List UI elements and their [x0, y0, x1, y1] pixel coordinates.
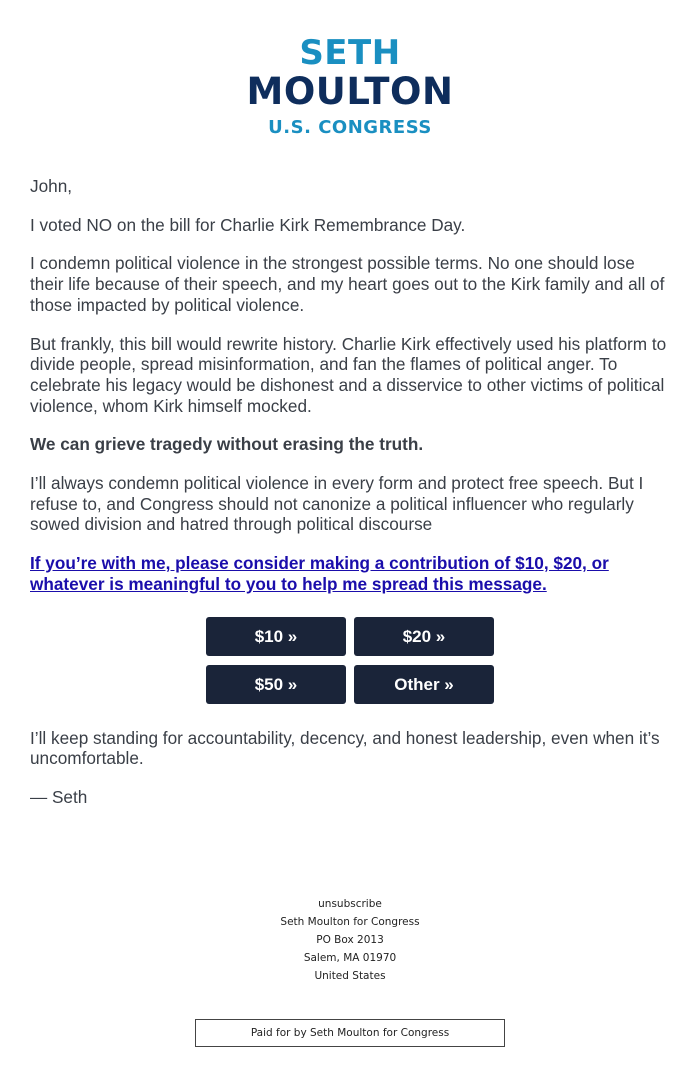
unsubscribe-link[interactable]: unsubscribe: [318, 898, 382, 910]
donate-20-button[interactable]: $20 »: [354, 617, 494, 656]
paragraph-refuse: I’ll always condemn political violence in every form and protect free speech. But I refuse to, and Congress should not canonize a political influencer who regularly sowed division and hatred through political discourse: [30, 473, 644, 535]
footer-country: United States: [314, 970, 386, 982]
logo-first-name: SETH: [299, 33, 401, 73]
footer-po-box: PO Box 2013: [316, 934, 384, 946]
paragraph-grieve: We can grieve tragedy without erasing the truth.: [30, 434, 424, 455]
paragraph-vote: I voted NO on the bill for Charlie Kirk Remembrance Day.: [30, 214, 466, 235]
paragraph-condemn: I condemn political violence in the strongest possible terms. No one should lose their life because of their speech, and my heart goes out to the Kirk family and all of those impacted by political violence.: [30, 253, 665, 315]
paid-for-disclaimer: Paid for by Seth Moulton for Congress: [195, 1019, 505, 1047]
email-footer: [0, 895, 700, 985]
email-body: [30, 176, 670, 826]
logo-last-name: MOULTON: [246, 70, 454, 113]
donate-10-button[interactable]: $10 »: [206, 617, 346, 656]
seth-moulton-logo: [0, 34, 700, 138]
footer-city: Salem, MA 01970: [303, 952, 397, 964]
footer-org: Seth Moulton for Congress: [280, 916, 420, 928]
greeting: John,: [30, 176, 73, 196]
paragraph-history: But frankly, this bill would rewrite history. Charlie Kirk effectively used his platform to divide people, spread misinformation, and fan the flames of political anger. To celebrate his legacy would be dishonest and a disservice to other victims of political violence, whom Kirk himself mocked.: [30, 333, 667, 416]
contribution-link[interactable]: If you’re with me, please consider making a contribution of $10, $20, or whatever is meaningful to you to help me spread this message.: [30, 553, 609, 594]
paragraph-accountability: I’ll keep standing for accountability, decency, and honest leadership, even when it’s uncomfortable.: [30, 727, 660, 769]
logo-subtitle: U.S. CONGRESS: [268, 117, 432, 138]
donate-button-grid: [206, 617, 494, 704]
donate-50-button[interactable]: $50 »: [206, 665, 346, 704]
donate-other-button[interactable]: Other »: [354, 665, 494, 704]
signoff: — Seth: [30, 786, 88, 807]
